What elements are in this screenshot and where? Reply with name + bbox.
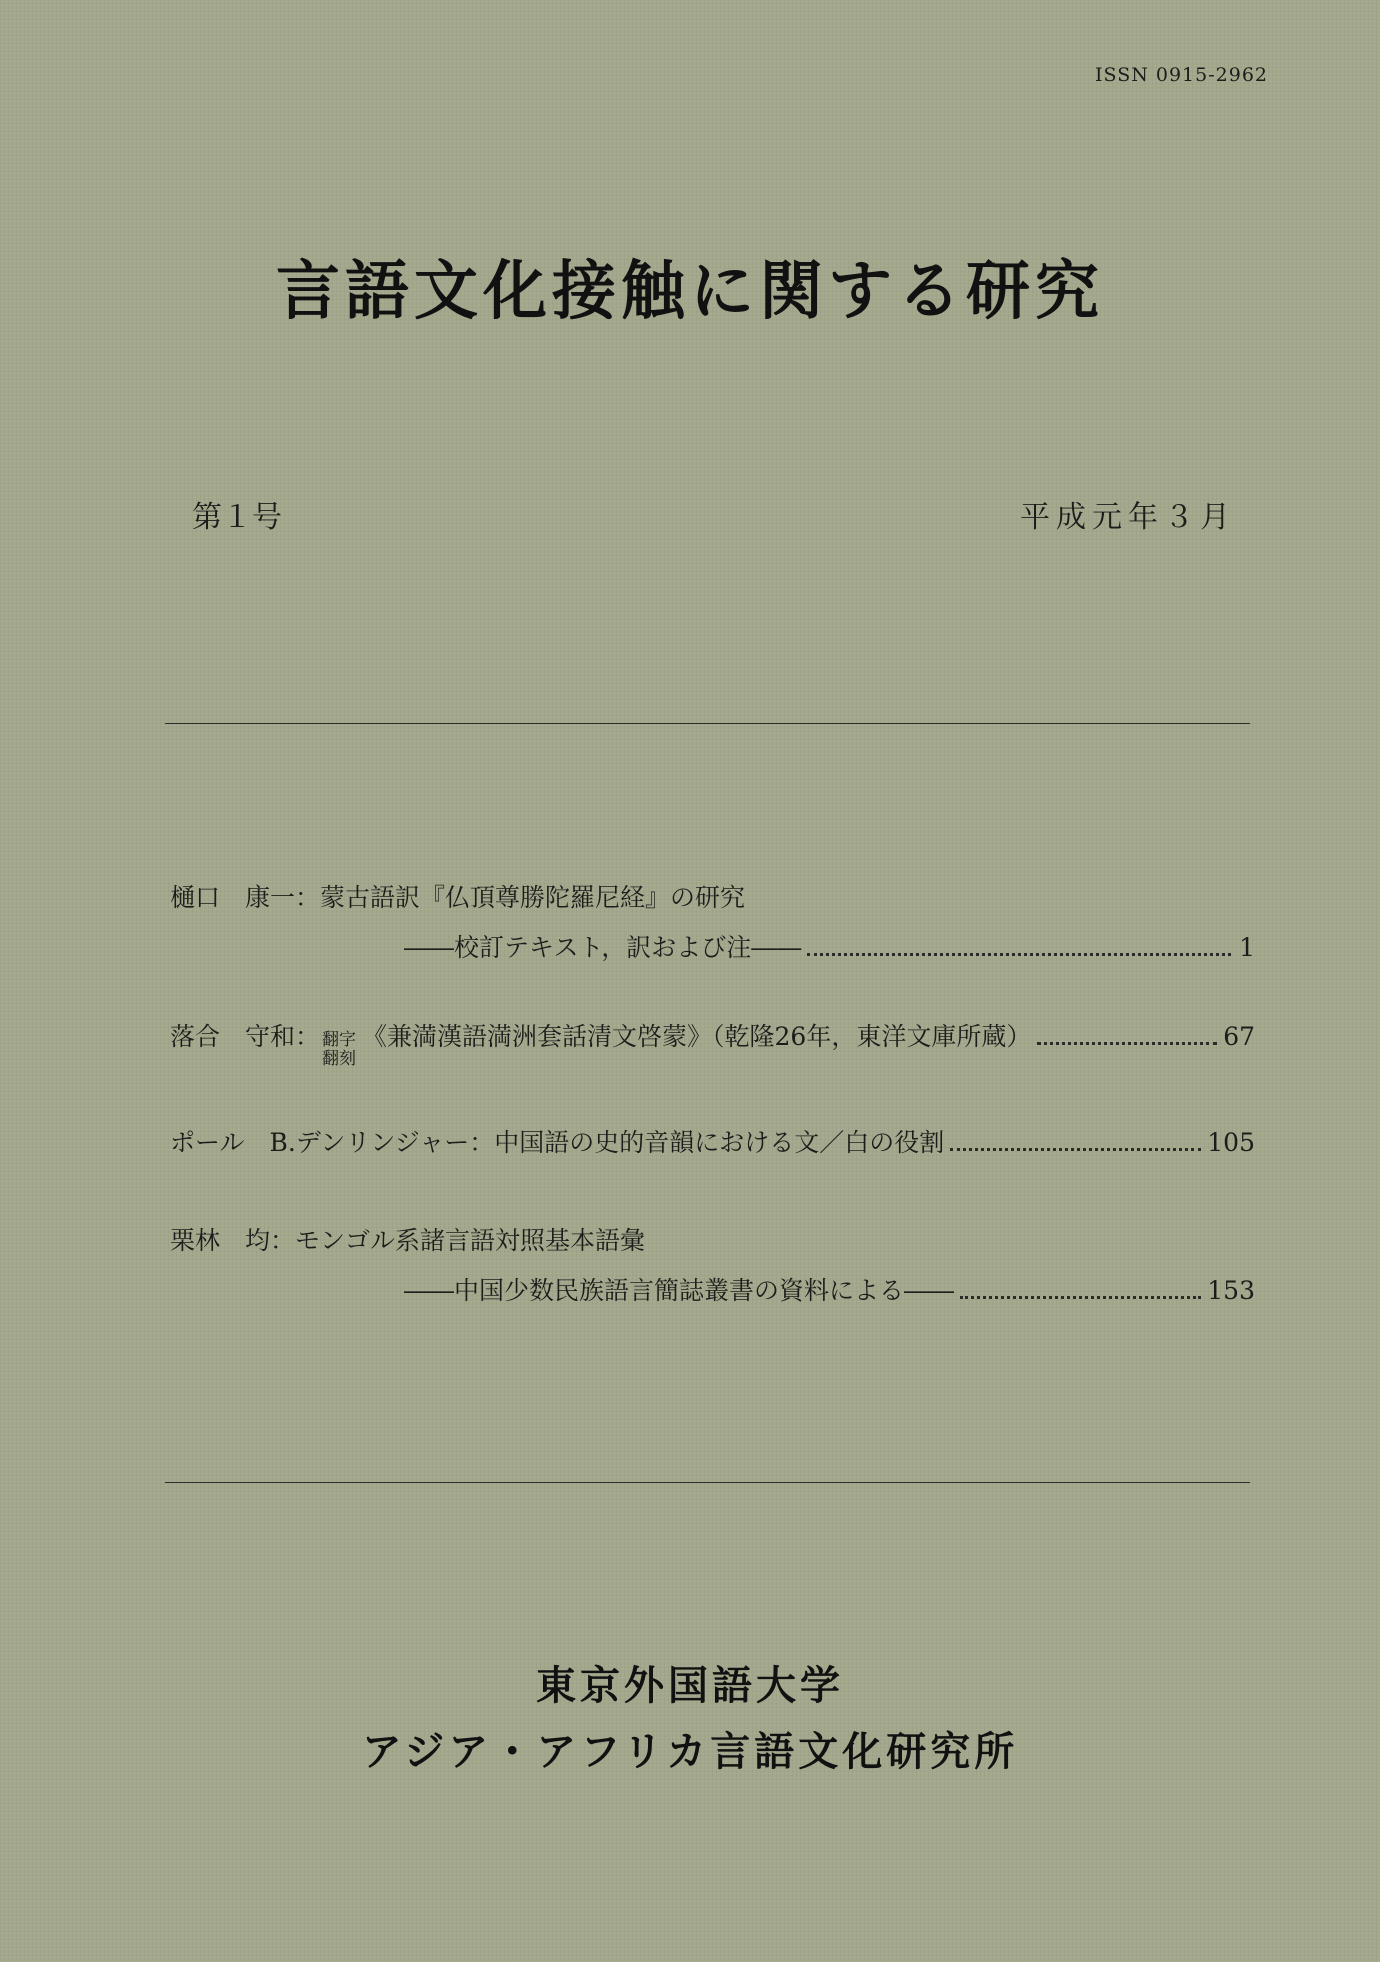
toc-entry-1-title: 樋口 康一：蒙古語訳『仏頂尊勝陀羅尼経』の研究 — [170, 883, 746, 912]
toc-entry-2-page: 67 — [1223, 1022, 1255, 1051]
leader-dots — [950, 1148, 1201, 1151]
toc-entry-1-subtitle: ――校訂テキスト，訳および注―― — [404, 933, 802, 962]
stacked-label-top: 翻字 — [322, 1030, 357, 1050]
toc-entry-4-title: 栗林 均：モンゴル系諸言語対照基本語彙 — [170, 1226, 646, 1255]
leader-dots — [807, 953, 1231, 956]
publisher-institute: アジア・アフリカ言語文化研究所 — [361, 1729, 1019, 1775]
leader-dots — [960, 1296, 1201, 1299]
issue-number: 第１号 — [192, 500, 282, 535]
publisher-university: 東京外国語大学 — [536, 1663, 844, 1709]
toc-entry-3-page: 105 — [1207, 1128, 1255, 1157]
journal-title: 言語文化接触に関する研究 — [276, 255, 1104, 329]
bottom-divider — [165, 1482, 1250, 1483]
toc-entry-2-stacked-label — [322, 1031, 356, 1069]
toc-entry-2-line — [170, 1024, 1255, 1069]
issue-date: 平成元年３月 — [1020, 500, 1236, 535]
toc-entry-4-subtitle: ――中国少数民族語言簡誌叢書の資料による―― — [404, 1276, 955, 1305]
toc-entry-3-line — [170, 1130, 1255, 1156]
toc-entry-3-title: ポール B.デンリンジャー：中国語の史的音韻における文／白の役割 — [170, 1128, 945, 1157]
stacked-label-bottom: 翻刻 — [322, 1049, 357, 1069]
toc-entry-1-subtitle-line — [170, 935, 1255, 961]
leader-dots — [1037, 1042, 1217, 1045]
toc-entry-2-author: 落合 守和： — [170, 1022, 321, 1051]
toc-entry-1-page: 1 — [1239, 933, 1255, 962]
top-divider — [165, 723, 1250, 724]
toc-entry-4-subtitle-line — [170, 1278, 1255, 1304]
toc-entry-4-page: 153 — [1207, 1276, 1255, 1305]
issn-number: ISSN 0915-2962 — [1095, 64, 1268, 86]
toc-entry-2-title: 《兼満漢語満洲套話清文啓蒙》（乾隆26年，東洋文庫所蔵） — [362, 1022, 1032, 1051]
